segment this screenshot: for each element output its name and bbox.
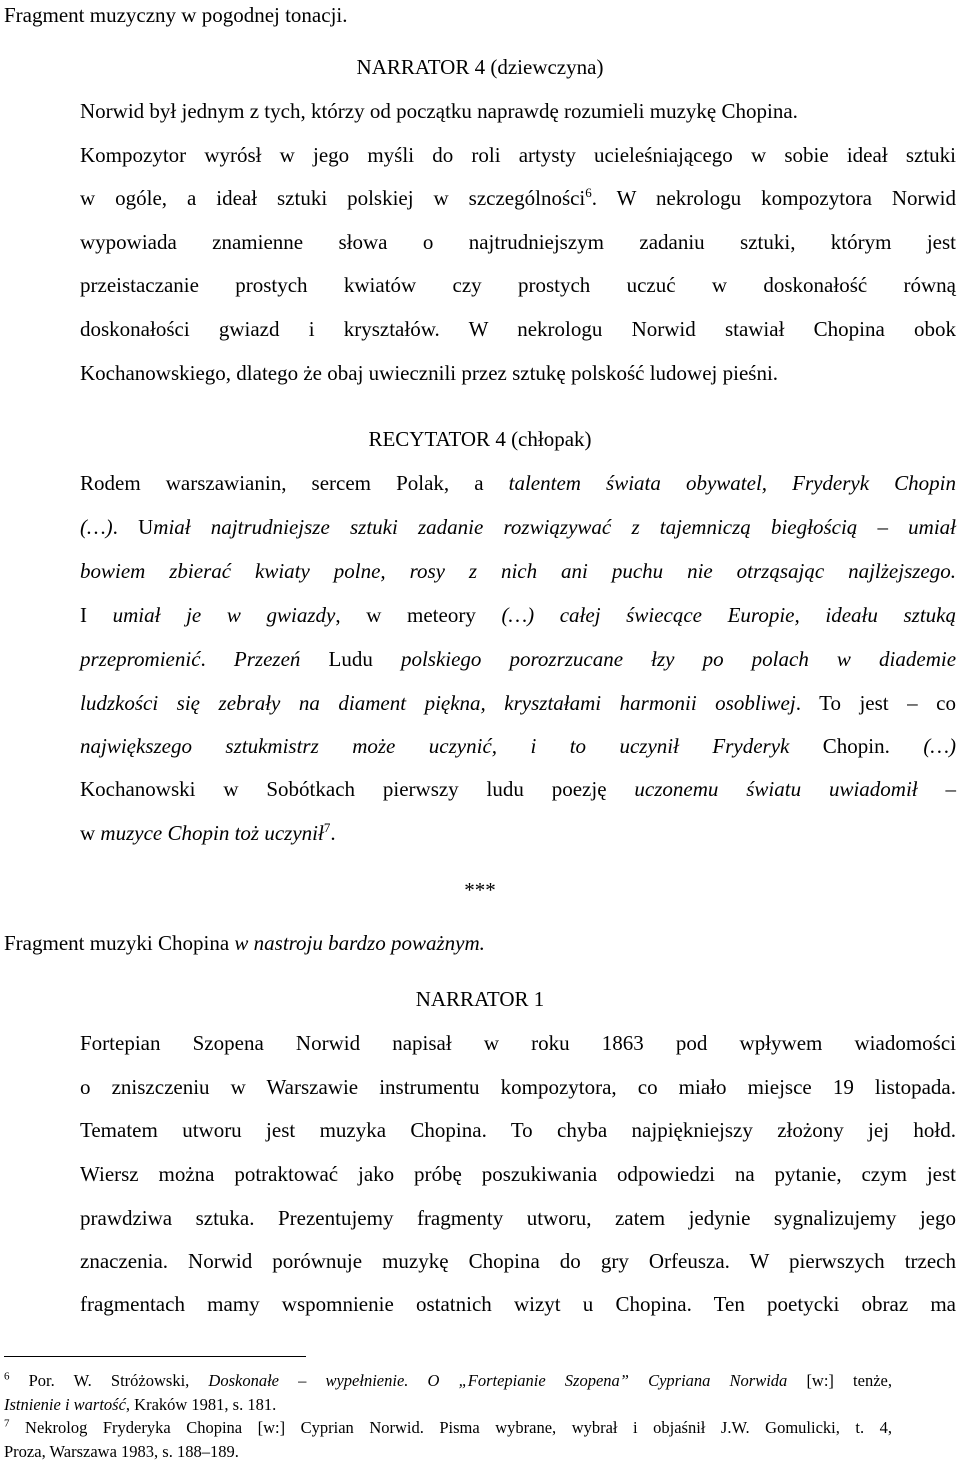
recytator4-line-1 [80,470,956,496]
footnote-divider [4,1356,306,1357]
italic-span: miał najtrudniejsze sztuki zadanie rozwiązywać z tajemniczą biegłością – umiał [153,515,956,539]
italic-span: Doskonałe – wypełnienie. O „Fortepianie Szopena” Cypriana Norwida [208,1371,788,1390]
text-span: . W nekrologu kompozytora Norwid [591,186,956,210]
narrator1-line-3: Tematem utworu jest muzyka Chopina. To chyba najpiękniejszy złożony jej hołd. [80,1118,956,1142]
fragment-instruction-1: Fragment muzyczny w pogodnej tonacji. [4,3,348,27]
italic-span: (…) całej świecące Europie, ideału sztuką [501,603,956,627]
recytator4-line-9 [80,820,336,846]
narrator1-line-2: o zniszczeniu w Warszawie instrumentu kompozytora, co miało miejsce 19 listopada. [80,1075,956,1099]
italic-span: uczonemu światu uwiadomił – [634,777,956,801]
text-span: I [80,603,113,627]
italic-span: (…) [80,515,113,539]
text-span: Kochanowski w Sobótkach pierwszy ludu poezję [80,777,635,801]
text-span: , w meteory [335,603,502,627]
narrator1-line-6: znaczenia. Norwid porównuje muzykę Chopina do gry Orfeusza. W pierwszych trzech [80,1249,956,1273]
heading-narrator-4: NARRATOR 4 (dziewczyna) [356,55,604,79]
text-span: Rodem warszawianin, sercem Polak, a [80,471,509,495]
narrator4-line-7: Kochanowskiego, dlatego że obaj uwiecznili przez sztukę polskość ludowej pieśni. [80,361,779,385]
recytator4-line-3 [80,558,956,584]
recytator4-line-2 [80,514,956,540]
recytator4-line-7 [80,733,956,759]
italic-span: największego sztukmistrz może uczynić, i to uczynił Fryderyk [80,734,790,758]
footnote-6-line-1 [4,1371,892,1391]
italic-span: umiał je w gwiazdy [112,603,336,627]
recytator4-line-8 [80,776,956,802]
italic-span: talentem świata obywatel, Fryderyk Chopin [508,471,956,495]
narrator4-line-1: Norwid był jednym z tych, którzy od początku naprawdę rozumieli muzykę Chopina. [80,99,798,123]
narrator4-line-6: doskonałości gwiazd i kryształów. W nekrologu Norwid stawiał Chopina obok [80,317,956,341]
narrator1-line-7: fragmentach mamy wspomnienie ostatnich wizyt u Chopina. Ten poetycki obraz ma [80,1292,956,1316]
text-span: w [80,821,101,845]
text-span: . [330,821,336,845]
recytator4-line-6 [80,690,956,716]
recytator4-line-4 [80,602,956,628]
narrator1-line-1: Fortepian Szopena Norwid napisał w roku 1863 pod wpływem wiadomości [80,1031,956,1055]
text-span: , Kraków 1981, s. 181. [125,1395,277,1414]
recytator4-line-5 [80,646,956,672]
text-span: . [200,647,234,671]
narrator1-line-5: prawdziwa sztuka. Prezentujemy fragmenty utworu, zatem jedynie sygnalizujemy jego [80,1206,956,1230]
italic-span: w nastroju bardzo poważnym. [234,931,485,955]
text-span: . U [112,515,154,539]
section-separator: *** [464,878,496,902]
italic-span: polskiego porozrzucane łzy po polach w diademie [400,647,957,671]
italic-span: Istnienie i wartość [4,1395,126,1414]
footnote-ref-6: 6 [585,185,592,200]
text-span: Nekrolog Fryderyka Chopina [w:] Cyprian Norwid. Pisma wybrane, wybrał i objaśnił J.W. Gomulicki, t. 4, [9,1418,892,1437]
text-span: [w:] tenże, [787,1371,892,1390]
footnote-number: 7 [4,1417,10,1430]
narrator1-line-4: Wiersz można potraktować jako próbę poszukiwania odpowiedzi na pytanie, czym jest [80,1162,956,1186]
narrator4-line-4: wypowiada znamienne słowa o najtrudniejszym zadaniu sztuki, którym jest [80,230,956,254]
italic-span: przepromienić [80,647,201,671]
narrator4-line-5: przeistaczanie prostych kwiatów czy prostych uczuć w doskonałość równą [80,273,956,297]
text-span: w ogóle, a ideał sztuki polskiej w szczególności [80,186,586,210]
italic-span: bowiem zbierać kwiaty polne, rosy z nich ani puchu nie otrząsając najlżejszego. [80,559,956,583]
text-span: . To jest – co [795,691,957,715]
text-span: Por. W. Stróżowski, [9,1371,209,1390]
footnote-ref-7: 7 [323,820,331,835]
narrator4-line-3 [80,185,956,211]
text-span: Ludu [300,647,401,671]
heading-narrator-1: NARRATOR 1 [415,987,545,1011]
italic-span: ludzkości się zebrały na diament piękna, kryształami harmonii osobliwej [80,691,796,715]
narrator4-line-2: Kompozytor wyrósł w jego myśli do roli artysty ucieleśniającego w sobie ideał sztuki [80,143,956,167]
footnote-7-line-2: Proza, Warszawa 1983, s. 188–189. [4,1442,239,1461]
fragment-instruction-2 [4,930,485,956]
heading-recytator-4: RECYTATOR 4 (chłopak) [368,427,592,451]
italic-span: Przezeń [233,647,301,671]
text-span: Chopin. [789,734,924,758]
footnote-6-line-2 [4,1395,276,1415]
italic-span: muzyce Chopin toż uczynił [100,821,324,845]
footnote-7-line-1 [4,1418,892,1438]
footnote-number: 6 [4,1370,10,1383]
text-span: Fragment muzyki Chopina [4,931,235,955]
italic-span: (…) [923,734,956,758]
